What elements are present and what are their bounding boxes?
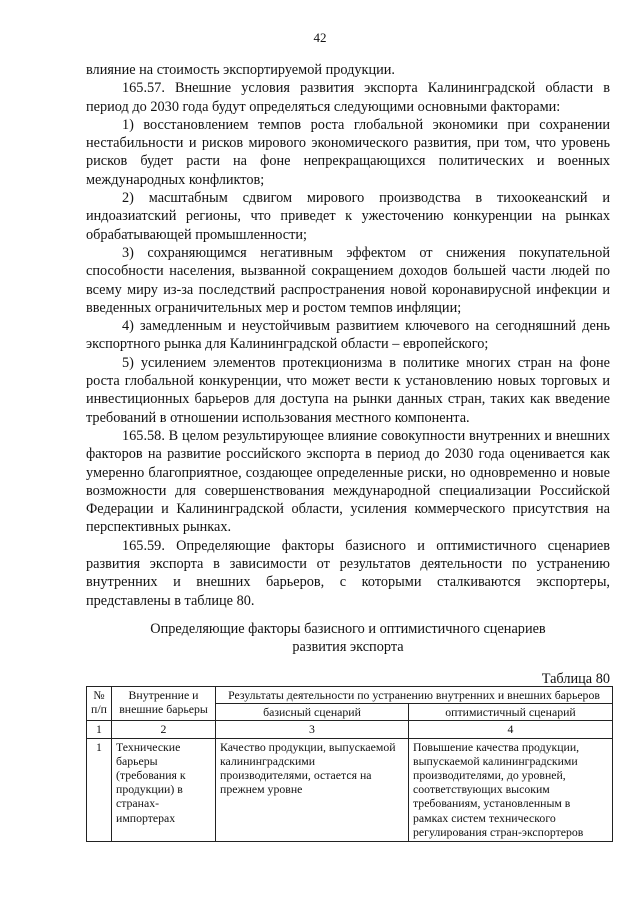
paragraph: влияние на стоимость экспортируемой продукции. — [86, 62, 396, 78]
row-num-cell: 1 — [87, 738, 112, 841]
paragraph: 165.59. Определяющие факторы базисного и оптимистичного сценариев развития экспорта в зависимости от результатов деятельности по устранению внутренних и внешних барьеров, с которыми сталкиваются экспортеры, представлены в таблице 80. — [86, 537, 610, 609]
header-cell-basic: базисный сценарий — [216, 704, 409, 721]
header-cell-barriers: Внутренние и внешние барьеры — [112, 687, 216, 721]
table-index-row — [87, 721, 613, 738]
paragraph: 165.58. В целом результирующее влияние совокупности внутренних и внешних факторов на развитие российского экспорта в период до 2030 года оценивается как умеренно благоприятное, создающее определенные риски, но одновременно и новые возможности для совершенствования международной специализации Российской Федерации и Калининградской области, усиления коммерческого присутствия на перспективных рынках. — [86, 427, 610, 536]
index-cell: 2 — [112, 721, 216, 738]
index-cell: 3 — [216, 721, 409, 738]
list-item: 5) усилением элементов протекционизма в политике многих стран на фоне роста глобальной конкуренции, что может вести к установлению новых торговых и инвестиционных барьеров для доступа на рынки данных стран, таких как введение требований в отношении использования местного компонента. — [86, 354, 610, 426]
list-item: 2) масштабным сдвигом мирового производства в тихоокеанский и индоазиатский регионы, что приведет к ужесточению конкуренции на рынках обрабатывающей промышленности; — [86, 190, 610, 243]
table-header-row — [87, 687, 613, 704]
page-number: 42 — [313, 30, 327, 45]
table-caption-line: Определяющие факторы базисного и оптимистичного сценариев — [150, 621, 546, 637]
header-cell-optimistic: оптимистичный сценарий — [409, 704, 613, 721]
list-item: 4) замедленным и неустойчивым развитием ключевого на сегодняшний день экспортного рынка для Калининградской области – европейского; — [86, 318, 610, 353]
body-text — [86, 61, 610, 610]
table-caption-line: развития экспорта — [292, 639, 404, 655]
table-label: Таблица 80 — [541, 671, 610, 687]
basic-scenario-cell: Качество продукции, выпускаемой калининградскими производителями, остается на прежнем уровне — [216, 738, 409, 841]
paragraph: 165.57. Внешние условия развития экспорта Калининградской области в период до 2030 года будут определяться следующими основными факторами: — [86, 80, 610, 115]
header-cell-results: Результаты деятельности по устранению внутренних и внешних барьеров — [216, 687, 613, 704]
header-cell-num: № п/п — [87, 687, 112, 721]
index-cell: 1 — [87, 721, 112, 738]
table-caption — [86, 620, 610, 656]
table-row — [87, 738, 613, 841]
scenario-table — [86, 686, 613, 842]
barrier-cell: Технические барьеры (требования к продукции) в странах-импортерах — [112, 738, 216, 841]
list-item: 1) восстановлением темпов роста глобальной экономики при сохранении нестабильности и рисков мирового экономического развития, при том, что уровень рисков будет расти на фоне непрекращающихся политических и военных международных конфликтов; — [86, 116, 610, 188]
optimistic-scenario-cell: Повышение качества продукции, выпускаемой калининградскими производителями, до уровней, соответствующих высоким требованиям, установленным в рамках систем технического регулирования стран-экспортеров — [409, 738, 613, 841]
index-cell: 4 — [409, 721, 613, 738]
list-item: 3) сохраняющимся негативным эффектом от снижения покупательной способности населения, вызванной сокращением доходов большей части людей по всему миру из-за последствий распространения новой коронавирусной инфекции и введенных ограничительных мер и ростом темпов инфляции; — [86, 244, 610, 316]
